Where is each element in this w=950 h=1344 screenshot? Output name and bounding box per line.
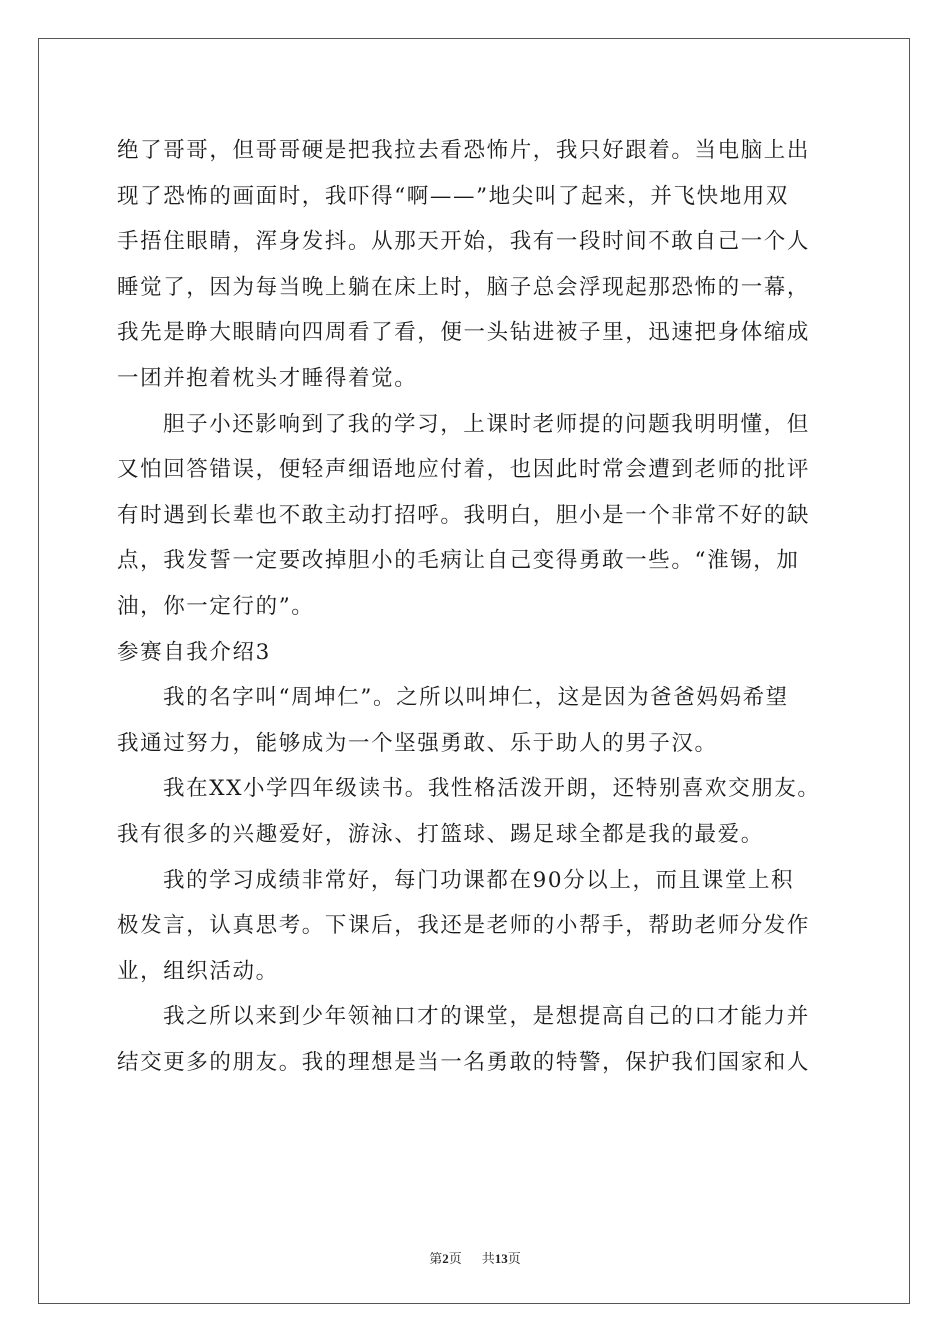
text-line: 有时遇到长辈也不敢主动打招呼。我明白，胆小是一个非常不好的缺 [117, 502, 811, 528]
section-heading: 参赛自我介绍3 [117, 639, 271, 665]
text-line: 我先是睁大眼睛向四周看了看，便一头钻进被子里，迅速把身体缩成 [117, 320, 811, 346]
text-line: 结交更多的朋友。我的理想是当一名勇敢的特警，保护我们国家和人 [117, 1049, 811, 1075]
text-line: 我有很多的兴趣爱好，游泳、打篮球、踢足球全都是我的最爱。 [117, 821, 764, 847]
text-line: 手捂住眼睛，浑身发抖。从那天开始，我有一段时间不敢自己一个人 [117, 229, 811, 255]
document-body [117, 128, 837, 1085]
text-line: 又怕回答错误，便轻声细语地应付着，也因此时常会遭到老师的批评 [117, 457, 811, 483]
paragraph-start-line: 我之所以来到少年领袖口才的课堂，是想提高自己的口才能力并 [163, 1004, 810, 1030]
page-suffix: 页 [448, 1252, 462, 1267]
total-pages: 13 [494, 1251, 508, 1266]
text-line: 现了恐怖的画面时，我吓得“啊——”地尖叫了起来，并飞快地用双 [117, 183, 789, 209]
text-line: 点，我发誓一定要改掉胆小的毛病让自己变得勇敢一些。“淮锡，加 [117, 548, 800, 574]
paragraph-start-line: 我的学习成绩非常好，每门功课都在90分以上，而且课堂上积 [163, 867, 795, 893]
paragraph-start-line: 我在XX小学四年级读书。我性格活泼开朗，还特别喜欢交朋友。 [163, 776, 821, 802]
total-suffix: 页 [507, 1252, 521, 1267]
page-footer [0, 1248, 950, 1267]
text-line: 极发言，认真思考。下课后，我还是老师的小帮手，帮助老师分发作 [117, 913, 811, 939]
text-line: 我通过努力，能够成为一个坚强勇敢、乐于助人的男子汉。 [117, 730, 718, 756]
page-prefix: 第 [429, 1252, 443, 1267]
total-prefix: 共 [481, 1252, 495, 1267]
paragraph-start-line: 我的名字叫“周坤仁”。之所以叫坤仁，这是因为爸爸妈妈希望 [163, 685, 789, 711]
text-line: 业，组织活动。 [117, 958, 279, 984]
paragraph-start-line: 胆子小还影响到了我的学习，上课时老师提的问题我明明懂，但 [163, 411, 810, 437]
text-line: 睡觉了，因为每当晚上躺在床上时，脑子总会浮现起那恐怖的一幕， [117, 274, 811, 300]
page-number: 2 [442, 1251, 449, 1266]
text-line: 绝了哥哥，但哥哥硬是把我拉去看恐怖片，我只好跟着。当电脑上出 [117, 138, 811, 163]
text-line: 油，你一定行的”。 [117, 593, 315, 619]
text-line: 一团并抱着枕头才睡得着觉。 [117, 365, 418, 391]
